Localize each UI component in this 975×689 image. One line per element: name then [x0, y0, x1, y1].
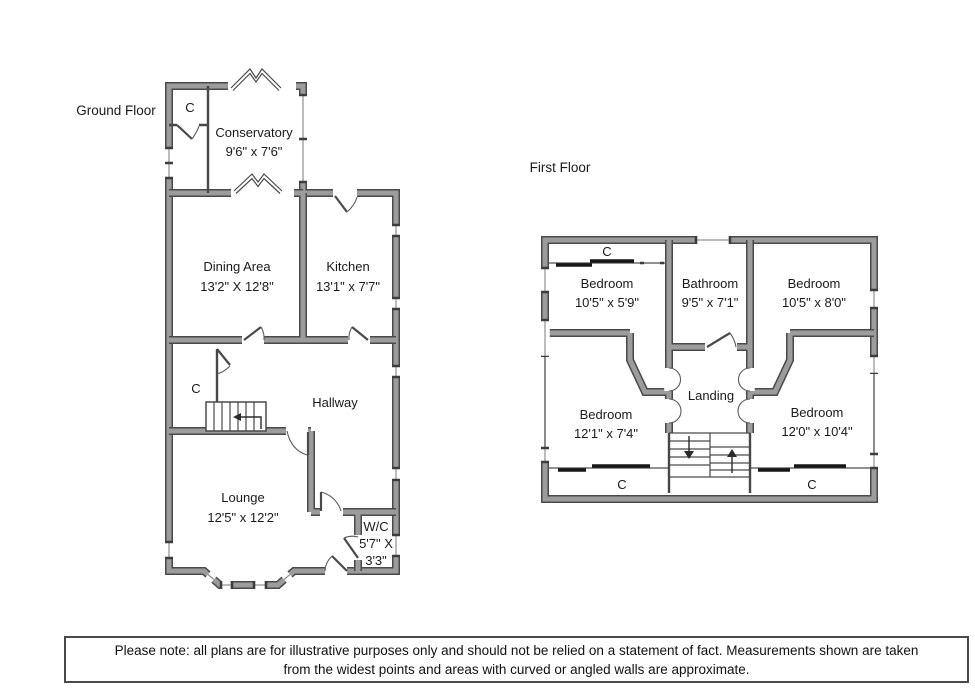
- room-label-bedroom-bl: Bedroom: [579, 407, 633, 422]
- door: [177, 125, 199, 139]
- room-dims-dining: 13'2" X 12'8": [200, 279, 274, 294]
- ground-floor-closet-walls: [169, 86, 217, 402]
- first-floor-stairs: [669, 433, 750, 477]
- door: [348, 327, 370, 340]
- first-floor-plan: [530, 160, 878, 499]
- room-dims-lounge: 12'5" x 12'2": [207, 510, 279, 525]
- window: [541, 448, 549, 462]
- room-label-bedroom-tl: Bedroom: [580, 276, 634, 291]
- door: [669, 368, 681, 391]
- room-dims-bathroom: 9'5" x 7'1": [681, 295, 739, 310]
- room-dims-conservatory: 9'6" x 7'6": [225, 144, 283, 159]
- disclaimer-line-1: Please note: all plans are for illustrative purposes only and should not be relied on a statement of fact. Measurements shown are taken: [114, 642, 919, 658]
- room-label-dining: Dining Area: [203, 259, 271, 274]
- window: [392, 468, 400, 480]
- window: [870, 290, 878, 308]
- room-label-conservatory: Conservatory: [215, 125, 293, 140]
- room-dims-bedroom-bl: 12'1" x 7'4": [573, 426, 639, 441]
- closet-label: C: [807, 477, 817, 492]
- room-dims-wc-1: 5'7" X: [359, 536, 393, 551]
- window: [870, 454, 878, 468]
- closet-label: C: [602, 244, 612, 259]
- room-dims-kitchen: 13'1" x 7'7": [315, 279, 381, 294]
- closet-label: C: [191, 381, 201, 396]
- room-label-hallway: Hallway: [312, 395, 358, 410]
- room-label-landing: Landing: [687, 388, 735, 403]
- room-label-lounge: Lounge: [221, 490, 265, 505]
- door: [286, 431, 308, 455]
- ground-floor-plan: [76, 69, 400, 589]
- window: [870, 356, 878, 374]
- window: [392, 535, 400, 556]
- window: [541, 320, 549, 357]
- room-label-bedroom-tr: Bedroom: [787, 276, 841, 291]
- room-label-kitchen: Kitchen: [326, 259, 370, 274]
- ground-floor-labels: [76, 100, 393, 568]
- ground-floor-stairs: [206, 402, 266, 431]
- room-dims-wc-2: 3'3": [365, 553, 387, 568]
- room-dims-bedroom-tr: 10'5" x 8'0": [781, 295, 847, 310]
- door: [669, 399, 681, 423]
- door: [738, 399, 750, 423]
- door: [739, 368, 751, 391]
- room-label-bedroom-br: Bedroom: [790, 405, 844, 420]
- room-dims-bedroom-br: 12'0" x 10'4": [781, 424, 853, 439]
- closet-label: C: [617, 477, 627, 492]
- disclaimer-note: [64, 636, 969, 683]
- window: [541, 268, 549, 292]
- window: [392, 366, 400, 377]
- room-label-wc: W/C: [363, 519, 389, 534]
- window: [392, 298, 400, 309]
- window: [392, 225, 400, 236]
- window: [696, 236, 730, 244]
- door: [705, 333, 737, 347]
- room-label-bathroom: Bathroom: [681, 276, 739, 291]
- door: [325, 556, 347, 571]
- window: [299, 95, 307, 182]
- door: [344, 535, 358, 560]
- door: [320, 492, 343, 512]
- ground-floor-title: Ground Floor: [76, 103, 156, 118]
- window: [165, 148, 173, 178]
- disclaimer-line-2: from the widest points and areas with curved or angled walls are approximate.: [283, 661, 750, 677]
- room-dims-bedroom-tl: 10'5" x 5'9": [574, 295, 640, 310]
- window: [165, 542, 173, 558]
- closet-label: C: [185, 100, 195, 115]
- door: [242, 327, 264, 340]
- first-floor-title: First Floor: [529, 160, 591, 175]
- door: [333, 193, 357, 212]
